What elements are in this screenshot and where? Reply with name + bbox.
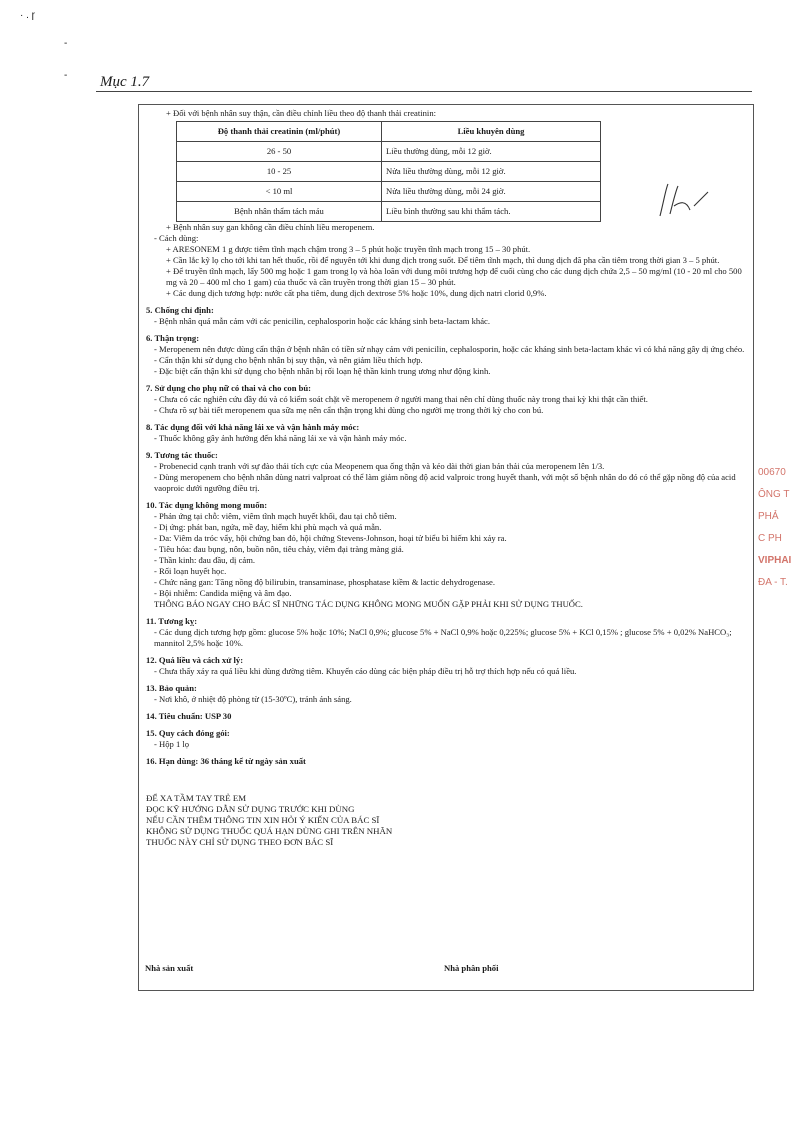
section-heading: 11. Tương kỵ:	[146, 616, 198, 626]
header-rule	[96, 91, 752, 92]
table-row	[177, 162, 601, 182]
usage-item: + Để truyền tĩnh mạch, lấy 500 mg hoặc 1 gam trong lọ và hòa loãn với dung môi trương hợp để cuối cùng cho các dung dịch chứa 2,5 – 50 mg/ml (10 - 20 ml cho 500 mg và 20 – 400 ml cho 1 gam) của thuốc và cần truyền trong thời gian 15 – 30 phút.	[166, 266, 742, 287]
table-cell: Liều bình thường sau khi thẩm tách.	[382, 202, 601, 222]
table-row	[177, 142, 601, 162]
table-cell: 10 - 25	[177, 162, 382, 182]
section-heading: 8. Tác dụng đối với khả năng lái xe và vận hành máy móc:	[146, 422, 360, 432]
table-header-row	[177, 122, 601, 142]
stamp-text: 00670	[758, 467, 786, 478]
section-line: - Đặc biệt cẩn thận khi sử dụng cho bệnh nhân bị rối loạn hệ thần kinh trung ương như động kinh.	[154, 366, 491, 376]
section-line: - Hộp 1 lọ	[154, 739, 190, 749]
section-line: - Cẩn thận khi sử dụng cho bệnh nhân bị suy thận, và nên giảm liều thích hợp.	[154, 355, 423, 365]
section-label: Mục 1.7	[100, 74, 150, 90]
warning-line: KHÔNG SỬ DỤNG THUỐC QUÁ HẠN DÙNG GHI TRÊN NHÃN	[146, 826, 393, 836]
warning-line: ĐỌC KỸ HƯỚNG DẪN SỬ DỤNG TRƯỚC KHI DÙNG	[146, 804, 355, 814]
stamp-fragment	[758, 462, 791, 594]
section-line: - Da: Viêm da tróc vẩy, hội chứng ban đỏ, hội chứng Stevens-Johnson, hoại tử biểu bì hiếm khi xảy ra.	[154, 533, 507, 543]
renal-intro: + Đối với bệnh nhân suy thận, cần điều chỉnh liều theo độ thanh thải creatinin:	[166, 108, 437, 118]
section-heading: 5. Chống chỉ định:	[146, 305, 214, 315]
table-row	[177, 182, 601, 202]
stamp-text: ĐA - T.	[758, 577, 788, 588]
section-line: - Chưa thấy xảy ra quá liều khi dùng đường tiêm. Khuyến cáo dùng các biện pháp điều trị hỗ trợ thích hợp nếu có quá liều.	[154, 666, 577, 676]
liver-note: + Bệnh nhân suy gan không cần điều chỉnh liều meropenem.	[166, 222, 375, 232]
table-cell: Nửa liều thường dùng, mỗi 12 giờ.	[382, 162, 601, 182]
section-heading: 15. Quy cách đóng gói:	[146, 728, 230, 738]
table-row	[177, 202, 601, 222]
table-cell: 26 - 50	[177, 142, 382, 162]
section-line: - Chức năng gan: Tăng nồng độ bilirubin, transaminase, phosphatase kiềm & lactic dehydrogenase.	[154, 577, 496, 587]
dose-table	[176, 121, 601, 222]
section-line: - Bội nhiễm: Candida miệng và âm đạo.	[154, 588, 292, 598]
section-heading: 10. Tác dụng không mong muốn:	[146, 500, 268, 510]
stamp-text: VIPHAI	[758, 555, 792, 566]
warning-block	[146, 793, 746, 848]
usage-item: + ARESONEM 1 g được tiêm tĩnh mạch chậm trong 3 – 5 phút hoặc truyền tĩnh mạch trong 15 – 30 phút.	[166, 244, 531, 254]
distributor-label: Nhà phân phối	[444, 963, 499, 973]
warning-line: NẾU CẦN THÊM THÔNG TIN XIN HỎI Ý KIẾN CỦA BÁC SĨ	[146, 815, 380, 825]
section-line: - Tiêu hóa: đau bụng, nôn, buồn nôn, tiêu chảy, viêm đại tràng màng giả.	[154, 544, 404, 554]
section-line: - Probenecid cạnh tranh với sự đào thải tích cực của Meopenem qua ống thận và kéo dài thời gian bán thải của meropenem lên 1/3.	[154, 461, 605, 471]
table-cell: Nửa liều thường dùng, mỗi 24 giờ.	[382, 182, 601, 202]
section-heading: 6. Thận trọng:	[146, 333, 200, 343]
document-body	[146, 108, 746, 848]
scan-speck: · . ɼ	[20, 10, 35, 21]
usage-item: + Cần lắc kỹ lọ cho tới khi tan hết thuốc, rồi để nguyên tới khi dung dịch trong suốt. Để tiêm tĩnh mạch, thì dung dịch đã pha cần tiêm trong thời gian 3 – 5 phút.	[166, 255, 720, 265]
usage-item: + Các dung dịch tương hợp: nước cất pha tiêm, dung dịch dextrose 5% hoặc 10%, dung dịch natri clorid 0,9%.	[166, 288, 547, 298]
scan-speck: -	[64, 38, 68, 49]
section-line: - Thuốc không gây ảnh hưởng đến khả năng lái xe và vận hành máy móc.	[154, 433, 407, 443]
table-cell: < 10 ml	[177, 182, 382, 202]
section-heading: 7. Sử dụng cho phụ nữ có thai và cho con bú:	[146, 383, 312, 393]
warning-line: THUỐC NÀY CHỈ SỬ DỤNG THEO ĐƠN BÁC SĨ	[146, 837, 334, 847]
table-cell: Bệnh nhân thẩm tách máu	[177, 202, 382, 222]
section-line: - Thần kinh: đau đầu, dị cảm.	[154, 555, 256, 565]
section-heading: 14. Tiêu chuẩn: USP 30	[146, 711, 232, 721]
usage-title: - Cách dùng:	[154, 233, 199, 243]
table-header: Liều khuyên dùng	[382, 122, 601, 142]
section-line: - Nơi khô, ở nhiệt độ phòng từ (15-30ºC), tránh ánh sáng.	[154, 694, 352, 704]
section-line: - Chưa có các nghiên cứu đầy đủ và có kiểm soát chặt về meropenem ở người mang thai nên chỉ dùng thuốc này trong thai kỳ khi thật cần thiết.	[154, 394, 648, 404]
table-cell: Liều thường dùng, mỗi 12 giờ.	[382, 142, 601, 162]
numbered-sections	[146, 305, 746, 767]
stamp-text: ÔNG T	[758, 489, 790, 500]
section-line: THÔNG BÁO NGAY CHO BÁC SĨ NHỮNG TÁC DỤNG KHÔNG MONG MUỐN GẶP PHẢI KHI SỬ DỤNG THUỐC.	[154, 599, 583, 609]
stamp-text: C PH	[758, 533, 782, 544]
section-line: - Chưa rõ sự bài tiết meropenem qua sữa mẹ nên cẩn thận trọng khi dùng cho người mẹ trong thời kỳ cho con bú.	[154, 405, 544, 415]
table-header: Độ thanh thải creatinin (ml/phút)	[177, 122, 382, 142]
section-line: - Dùng meropenem cho bệnh nhân dùng natri valproat có thể làm giảm nồng độ acid valproic trong huyết thanh, với một số bệnh nhân do đó có thể gặp nồng độ của acid vaoproic dưới ngưỡng điều trị.	[154, 472, 736, 493]
section-line: - Bệnh nhân quá mẫn cảm với các penicilin, cephalosporin hoặc các kháng sinh beta-lactam khác.	[154, 316, 490, 326]
section-line: - Meropenem nên được dùng cẩn thận ở bệnh nhân có tiền sử nhạy cảm với penicilin, cephalosporin, hoặc các kháng sinh beta-lactam khác vì có khả năng gây dị ứng chéo.	[154, 344, 745, 354]
scan-speck: -	[64, 70, 68, 81]
warning-line: ĐỂ XA TẦM TAY TRẺ EM	[146, 793, 247, 803]
section-line: - Rối loạn huyết học.	[154, 566, 227, 576]
section-line: - Các dung dịch tương hợp gồm: glucose 5% hoặc 10%; NaCl 0,9%; glucose 5% + NaCl 0,9% hoặc 0,225%; glucose 5% + KCl 0,15% ; glucose 5% + 0,02% NaHCO₃; mannitol 2,5% hoặc 10%.	[154, 627, 732, 648]
manufacturer-label: Nhà sản xuất	[145, 963, 194, 973]
section-heading: 13. Bảo quản:	[146, 683, 197, 693]
section-heading: 12. Quá liều và cách xử lý:	[146, 655, 244, 665]
section-heading: 16. Hạn dùng: 36 tháng kể từ ngày sản xuất	[146, 756, 306, 766]
section-line: - Phản ứng tại chỗ: viêm, viêm tĩnh mạch huyết khối, đau tại chỗ tiêm.	[154, 511, 397, 521]
section-heading: 9. Tương tác thuốc:	[146, 450, 218, 460]
stamp-text: PHẢ	[758, 511, 779, 522]
section-line: - Dị ứng: phát ban, ngứa, mề đay, hiếm khi phù mạch và quá mẫn.	[154, 522, 382, 532]
